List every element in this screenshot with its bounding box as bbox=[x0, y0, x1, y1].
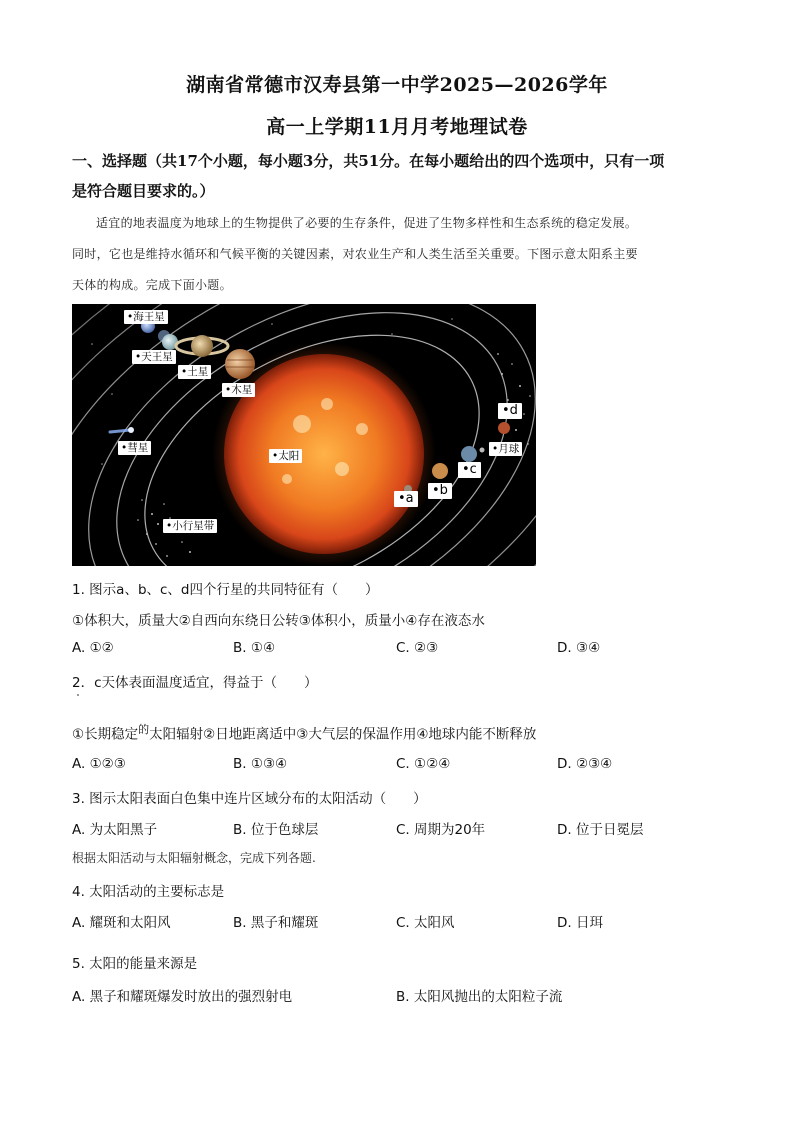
question-2-option-b[interactable]: B. ①③④ bbox=[233, 756, 288, 772]
question-2-stem: 2．c天体表面温度适宜，得益于（ ） bbox=[72, 675, 318, 691]
section-heading-line2: 是符合题目要求的。） bbox=[72, 182, 215, 200]
solar-system-illustration bbox=[72, 304, 536, 566]
saturn-shape bbox=[191, 335, 213, 357]
label-comet: •彗星 bbox=[118, 441, 151, 455]
intro-text-line1: 适宜的地表温度为地球上的生物提供了必要的生存条件，促进了生物多样性和生态系统的稳定发展。 bbox=[96, 216, 638, 230]
label-neptune: •海王星 bbox=[124, 310, 168, 324]
planet-c-shape bbox=[461, 446, 477, 462]
question-2-statements-part2: 太阳辐射②日地距离适中③大气层的保温作用④地球内能不断释放 bbox=[149, 726, 537, 743]
jupiter-shape bbox=[225, 349, 255, 379]
question-1-option-a[interactable]: A. ①② bbox=[72, 640, 114, 656]
label-asteroid-belt: •小行星带 bbox=[163, 519, 217, 533]
question-3-option-c[interactable]: C. 周期为20年 bbox=[396, 822, 486, 838]
label-planet-c: •c bbox=[458, 462, 481, 478]
intro-text-line2: 同时，它也是维持水循环和气候平衡的关键因素，对农业生产和人类生活至关重要。下图示意太阳系主要 bbox=[72, 247, 638, 261]
question-5-option-b[interactable]: B. 太阳风抛出的太阳粒子流 bbox=[396, 989, 563, 1005]
question-5-stem: 5. 太阳的能量来源是 bbox=[72, 956, 198, 972]
question-3-option-d[interactable]: D. 位于日冕层 bbox=[557, 822, 644, 838]
question-2-statements bbox=[72, 721, 732, 743]
question-4-option-b[interactable]: B. 黑子和耀斑 bbox=[233, 915, 319, 931]
label-planet-b: •b bbox=[428, 483, 452, 499]
question-4-option-d[interactable]: D. 日珥 bbox=[557, 915, 603, 931]
question-4-option-a[interactable]: A. 耀斑和太阳风 bbox=[72, 915, 171, 931]
question-2-option-c[interactable]: C. ①②④ bbox=[396, 756, 451, 772]
label-moon: •月球 bbox=[489, 442, 522, 456]
section-note: 根据太阳活动与太阳辐射概念，完成下列各题. bbox=[72, 851, 316, 865]
solar-system-figure bbox=[72, 304, 536, 566]
question-2-statements-sup: 的 bbox=[138, 723, 150, 736]
question-1-stem: 1. 图示a、b、c、d四个行星的共同特征有（ ） bbox=[72, 582, 379, 598]
question-1-option-d[interactable]: D. ③④ bbox=[557, 640, 601, 656]
stray-mark bbox=[77, 694, 79, 696]
label-jupiter: •木星 bbox=[222, 383, 255, 397]
label-saturn: •土星 bbox=[178, 365, 211, 379]
planet-b-shape bbox=[432, 463, 448, 479]
question-2-statements-part1: ①长期稳定 bbox=[72, 726, 139, 743]
question-4-stem: 4. 太阳活动的主要标志是 bbox=[72, 884, 225, 900]
intro-text-line3: 天体的构成。完成下面小题。 bbox=[72, 278, 232, 292]
question-1-statements: ①体积大，质量大②自西向东绕日公转③体积小，质量小④存在液态水 bbox=[72, 613, 485, 629]
question-4-option-c[interactable]: C. 太阳风 bbox=[396, 915, 455, 931]
question-2-option-a[interactable]: A. ①②③ bbox=[72, 756, 126, 772]
question-5-option-a[interactable]: A. 黑子和耀斑爆发时放出的强烈射电 bbox=[72, 989, 293, 1005]
page-title-line2: 高一上学期11月月考地理试卷 bbox=[266, 116, 528, 138]
section-heading-line1: 一、选择题（共17个小题，每小题3分，共51分。在每小题给出的四个选项中，只有一项 bbox=[72, 152, 665, 170]
question-1-option-b[interactable]: B. ①④ bbox=[233, 640, 276, 656]
question-3-stem: 3. 图示太阳表面白色集中连片区域分布的太阳活动（ ） bbox=[72, 791, 427, 807]
comet-shape bbox=[128, 427, 134, 433]
question-3-option-b[interactable]: B. 位于色球层 bbox=[233, 822, 319, 838]
question-3-option-a[interactable]: A. 为太阳黑子 bbox=[72, 822, 158, 838]
label-uranus: •天王星 bbox=[132, 350, 176, 364]
label-sun: •太阳 bbox=[269, 449, 302, 463]
planet-d-shape bbox=[498, 422, 510, 434]
page-title-line1: 湖南省常德市汉寿县第一中学2025—2026学年 bbox=[186, 74, 608, 96]
moon-shape bbox=[480, 448, 485, 453]
label-planet-a: •a bbox=[394, 491, 418, 507]
label-planet-d: •d bbox=[498, 403, 522, 419]
question-1-option-c[interactable]: C. ②③ bbox=[396, 640, 439, 656]
question-2-option-d[interactable]: D. ②③④ bbox=[557, 756, 613, 772]
